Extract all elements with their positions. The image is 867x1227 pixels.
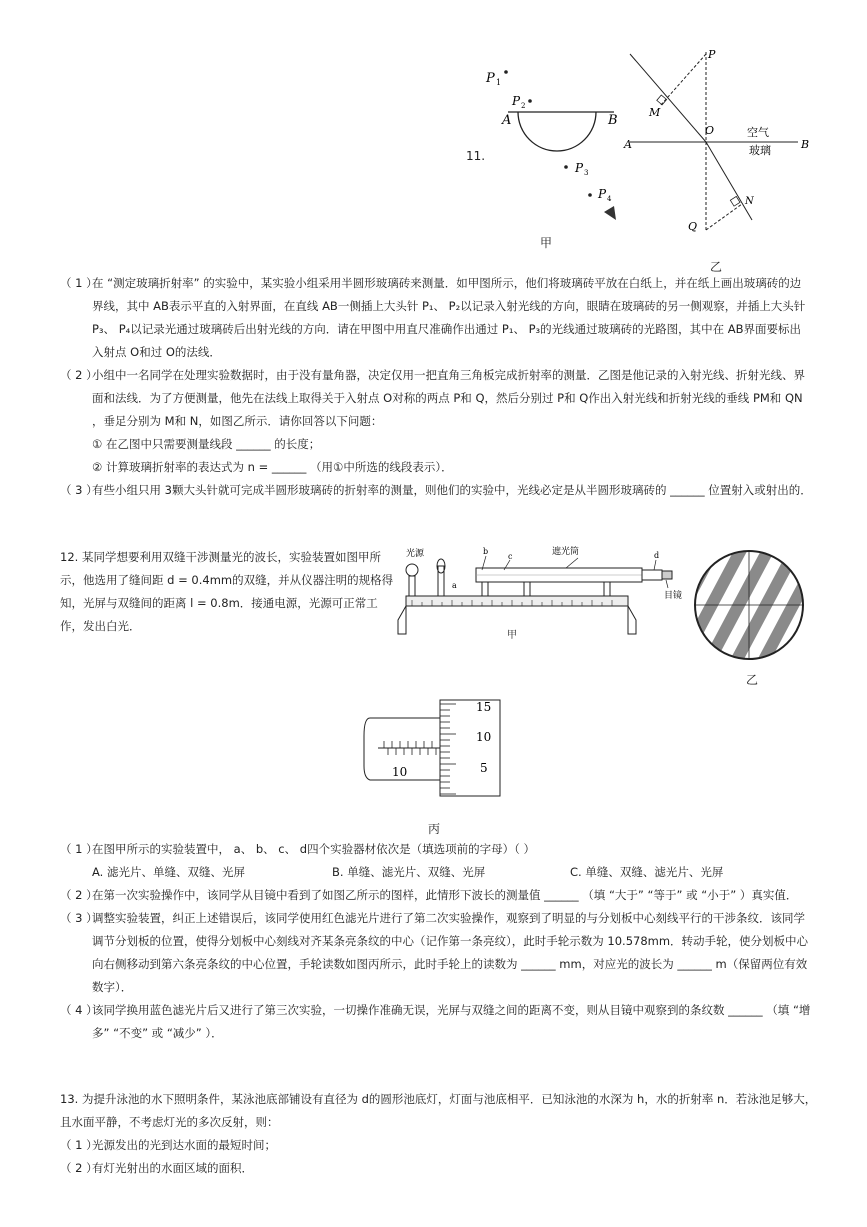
label-q: Q	[688, 220, 698, 233]
optical-bench	[398, 596, 636, 634]
q11-p2-l1: 小组中一名同学在处理实验数据时，由于没有量角器，决定仅用一把直角三角板完成折射率的测量．乙图是他记录的入射光线、折射光线、界	[92, 368, 805, 382]
q11-figure-jia	[480, 60, 630, 260]
q11-p1-num: （ 1 ）	[60, 276, 98, 290]
micrometer-thimble	[440, 700, 500, 796]
label-glass: 玻璃	[749, 144, 771, 157]
q11-yi-caption: 乙	[710, 260, 723, 274]
light-shield-tube	[476, 568, 672, 596]
q12-option-b: B. 单缝、滤光片、双缝、光屏	[332, 865, 486, 879]
label-thimble-10: 10	[476, 730, 492, 744]
q11-jia-caption: 甲	[540, 236, 553, 250]
q12-intro-l4: 作，发出白光．	[60, 619, 141, 633]
label-p4-sub: 4	[607, 195, 612, 203]
pin-p4	[588, 193, 592, 197]
q13-intro-l2: 且水面平静，不考虑灯光的多次反射，则：	[60, 1115, 279, 1129]
label-p2-sub: 2	[521, 102, 526, 110]
q12-p4-l2: 多” “不变” 或 “减少” ）．	[92, 1026, 223, 1040]
q12-p3-num: （ 3 ）	[60, 911, 98, 925]
label-thimble-5: 5	[480, 761, 488, 775]
pin-p3	[564, 165, 568, 169]
q13-p1-num: （ 1 ）	[60, 1138, 98, 1152]
label-light-source: 光源	[406, 549, 425, 559]
q13-p1-l1: 光源发出的光到达水面的最短时间；	[92, 1138, 276, 1152]
q11-p2-sub2: ② 计算玻璃折射率的表达式为 n = ______ （用①中所选的线段表示）．	[92, 460, 453, 474]
label-p4: P	[598, 187, 607, 201]
label-p3-sub: 3	[584, 169, 589, 177]
q12-p2-l1: 在第一次实验操作中，该同学从目镜中看到了如图乙所示的图样，此情形下波长的测量值 ______ （填 “大于” “等于” 或 “小于” ）真实值．	[92, 888, 798, 902]
eye-icon	[604, 206, 616, 220]
label-a: A	[624, 138, 632, 151]
q12-p1-num: （ 1 ）	[60, 842, 98, 856]
q11-p3-l1: 有些小组只用 3颗大头针就可完成半圆形玻璃砖的折射率的测量，则他们的实验中，光线必定是从半圆形玻璃砖的 ______ 位置射入或射出的．	[92, 483, 812, 497]
q12-jia-caption: 甲	[507, 630, 517, 641]
label-a: A	[502, 113, 512, 128]
q13-intro-l1: 13. 为提升泳池的水下照明条件，某泳池底部铺设有直径为 d的圆形池底灯，灯面与池底相平．已知泳池的水深为 h，水的折射率 n．若泳池足够大，	[60, 1092, 817, 1106]
q11-p3-num: （ 3 ）	[60, 483, 98, 497]
semicircle-glass-block	[508, 112, 614, 151]
q13-p2-num: （ 2 ）	[60, 1161, 98, 1175]
q12-intro-l1: 12. 某同学想要利用双缝干涉测量光的波长，实验装置如图甲所	[60, 550, 381, 564]
pin-p2	[528, 99, 532, 103]
pin-p1	[504, 70, 508, 74]
label-p2: P	[512, 94, 521, 108]
label-m: M	[649, 106, 661, 119]
label-b: B	[608, 113, 618, 128]
label-thimble-15: 15	[476, 700, 492, 714]
label-n: N	[745, 196, 754, 207]
q12-option-a: A. 滤光片、单缝、双缝、光屏	[92, 865, 245, 879]
q12-p1-l1: 在图甲所示的实验装置中， a、 b、 c、 d四个实验器材依次是（填选项前的字母）（ ）	[92, 842, 535, 856]
label-p1: P	[486, 71, 495, 86]
label-sleeve-10: 10	[392, 765, 408, 779]
q11-figure-yi	[620, 44, 820, 244]
q11-p2-num: （ 2 ）	[60, 368, 98, 382]
label-c: c	[508, 552, 513, 561]
q12-bing-caption: 丙	[428, 822, 441, 836]
q11-p2-l3: ，垂足分别为 M和 N，如图乙所示．请你回答以下问题：	[92, 414, 383, 428]
q12-p3-l2: 调节分划板的位置，使得分划板中心刻线对齐某条亮条纹的中心（记作第一条亮纹），此时手轮示数为 10.578mm．转动手轮，使分划板中心	[92, 934, 809, 948]
label-d: d	[654, 551, 660, 560]
q12-intro-l3: 知，光屏与双缝间的距离 l = 0.8m．接通电源，光源可正常工	[60, 596, 378, 610]
q11-p2-l2: 面和法线．为了方便测量，他先在法线上取得关于入射点 O对称的两点 P和 Q，然后分别过 P和 Q作出入射光线和折射光线的垂线 PM和 QN	[92, 391, 803, 405]
q12-p4-num: （ 4 ）	[60, 1003, 98, 1017]
q12-p2-num: （ 2 ）	[60, 888, 98, 902]
q12-option-c: C. 单缝、双缝、滤光片、光屏	[570, 865, 724, 879]
q12-figure-yi-fringes	[692, 548, 812, 668]
light-source	[406, 564, 418, 596]
label-p3: P	[575, 161, 584, 175]
q11-p1-l1: 在 “测定玻璃折射率” 的实验中，某实验小组采用半圆形玻璃砖来测量．如甲图所示，他们将玻璃砖平放在白纸上，并在纸上画出玻璃砖的边	[92, 276, 802, 290]
label-a: a	[452, 581, 457, 590]
label-b: B	[801, 138, 810, 151]
q12-p3-l4: 数字）．	[92, 980, 133, 994]
q12-p3-l1: 调整实验装置，纠正上述错误后，该同学使用红色滤光片进行了第二次实验操作，观察到了明显的与分划板中心刻线平行的干涉条纹．该同学	[92, 911, 805, 925]
label-air: 空气	[747, 126, 769, 139]
label-o: O	[705, 124, 715, 137]
q13-p2-l1: 有灯光射出的水面区域的面积．	[92, 1161, 253, 1175]
q12-yi-caption: 乙	[746, 673, 759, 687]
q11-number: 11.	[466, 149, 486, 163]
label-tube: 遮光筒	[552, 547, 580, 557]
q11-p2-sub1: ① 在乙图中只需要测量线段 ______ 的长度；	[92, 437, 321, 451]
q12-intro-l2: 示，他选用了缝间距 d = 0.4mm的双缝，并从仪器注明的规格得	[60, 573, 394, 587]
label-eyepiece: 目镜	[664, 591, 683, 601]
q12-p3-l3: 向右侧移动到第六条亮条纹的中心位置，手轮读数如图丙所示，此时手轮上的读数为 ______ mm，对应光的波长为 ______ m（保留两位有效	[92, 957, 808, 971]
label-b: b	[483, 547, 489, 556]
q11-p1-l2: 界线，其中 AB表示平直的入射界面，在直线 AB一侧插上大头针 P₁、 P₂以记录入射光线的方向，眼睛在玻璃砖的另一侧观察，并插上大头针	[92, 299, 806, 313]
label-p: P	[708, 48, 716, 61]
q12-figure-bing-micrometer	[360, 696, 510, 808]
q11-p1-l3: P₃、 P₄以记录光通过玻璃砖后出射光线的方向．请在甲图中用直尺准确作出通过 P₁、 P₃的光线通过玻璃砖的光路图，其中在 AB界面要标出	[92, 322, 802, 336]
q11-p1-l4: 入射点 O和过 O的法线．	[92, 345, 221, 359]
label-p1-sub: 1	[496, 78, 502, 87]
q12-p4-l1: 该同学换用蓝色滤光片后又进行了第三次实验，一切操作准确无误，光屏与双缝之间的距离不变，则从目镜中观察到的条纹数 ______ （填 “增	[92, 1003, 811, 1017]
q12-figure-jia-apparatus	[392, 542, 692, 642]
